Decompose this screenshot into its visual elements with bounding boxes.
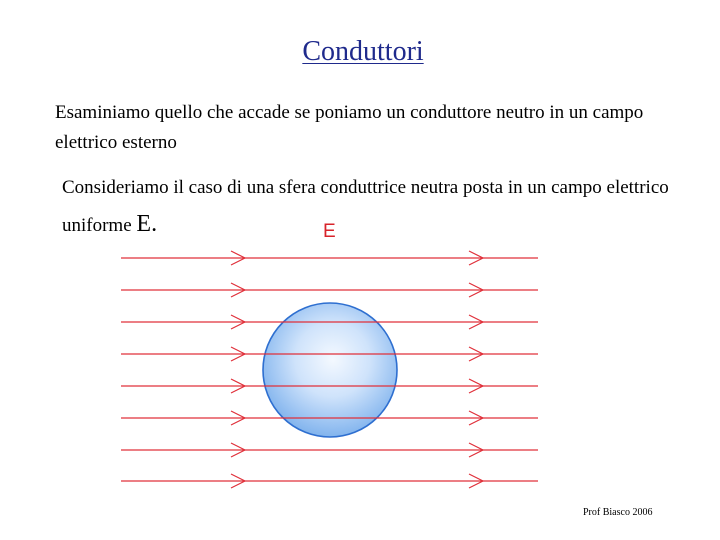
footer-credit: Prof Biasco 2006 — [583, 507, 653, 518]
field-symbol-inline: E. — [136, 211, 158, 237]
slide-title: Conduttori — [302, 36, 424, 67]
intro-paragraph: Esaminiamo quello che accade se poniamo un conduttore neutro in un campo elettrico esterno — [55, 102, 644, 153]
field-label: E — [323, 221, 336, 242]
case-paragraph-text: Consideriamo il caso di una sfera conduttrice neutra posta in un campo elettrico uniforme — [62, 177, 669, 236]
conducting-sphere-icon — [263, 303, 397, 437]
